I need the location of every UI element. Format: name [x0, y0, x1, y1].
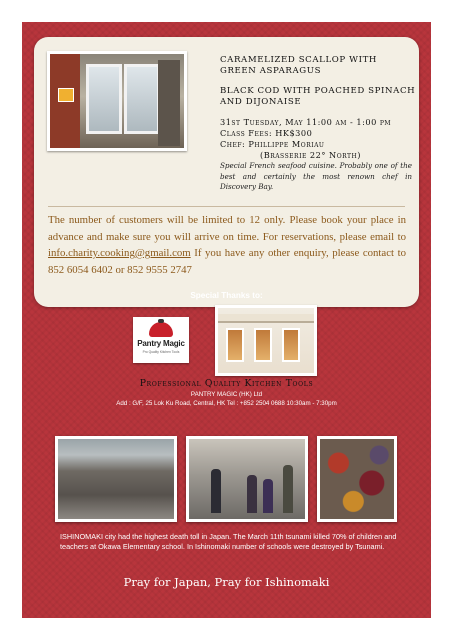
shop-front-photo: [215, 305, 317, 376]
booking-email-link[interactable]: info.charity.cooking@gmail.com: [48, 247, 191, 259]
logo-tagline: Pro Quality Kitchen Tools: [142, 350, 180, 354]
chef-description: Special French seafood cuisine. Probably one of the best and certainly the most renown chef in Discovery Bay.: [220, 161, 412, 191]
restaurant-photo: [47, 51, 187, 151]
school-bags-photo: [317, 436, 397, 522]
dish-title-cod: BLACK COD WITH POACHED SPINACH AND DIJONAISE: [220, 86, 416, 107]
class-fee: Class Fees: HK$300: [220, 128, 313, 138]
rescue-workers-photo: [186, 436, 308, 522]
event-date: 31st Tuesday, May 11:00 am - 1:00 pm: [220, 117, 392, 127]
cooking-pot-icon: [149, 322, 173, 337]
booking-text-contact: If you have any other enquiry, please contact to 852 6054 6402 or 852 9555 2747: [48, 247, 406, 276]
special-thanks-heading: Special Thanks to:: [190, 291, 263, 300]
dish-title-scallop: CARAMELIZED SCALLOP WITH GREEN ASPARAGUS: [220, 55, 377, 76]
venue-name: (Brasserie 22° North): [260, 150, 361, 160]
charity-poster: [22, 22, 431, 618]
sponsor-address: Add : G/F, 25 Lok Ku Road, Central, HK Tel : +852 2504 0688 10:30am - 7:30pm: [116, 400, 337, 407]
divider: [48, 206, 405, 207]
tsunami-description: ISHINOMAKI city had the highest death toll in Japan. The March 11th tsunami killed 70% of children and teachers at Okawa Elementary school. In Ishinomaki number of schools were destroyed by Tsunami.: [60, 532, 397, 551]
sponsor-tagline: Professional Quality Kitchen Tools: [139, 378, 314, 389]
event-info-card: [34, 37, 419, 307]
closing-message: Pray for Japan, Pray for Ishinomaki: [123, 575, 330, 589]
tsunami-aerial-photo: [55, 436, 177, 522]
booking-note: [48, 212, 406, 278]
sponsor-company: PANTRY MAGIC (HK) Ltd: [190, 391, 263, 398]
booking-text-intro: The number of customers will be limited to 12 only. Please book your place in advance and make sure you will arrive on time. For reservations, please email to: [48, 214, 406, 243]
pantry-magic-logo: [133, 317, 189, 363]
chef-name: Chef: Phillippe Moriau: [220, 139, 325, 149]
logo-wordmark: Pantry Magic: [137, 339, 185, 348]
